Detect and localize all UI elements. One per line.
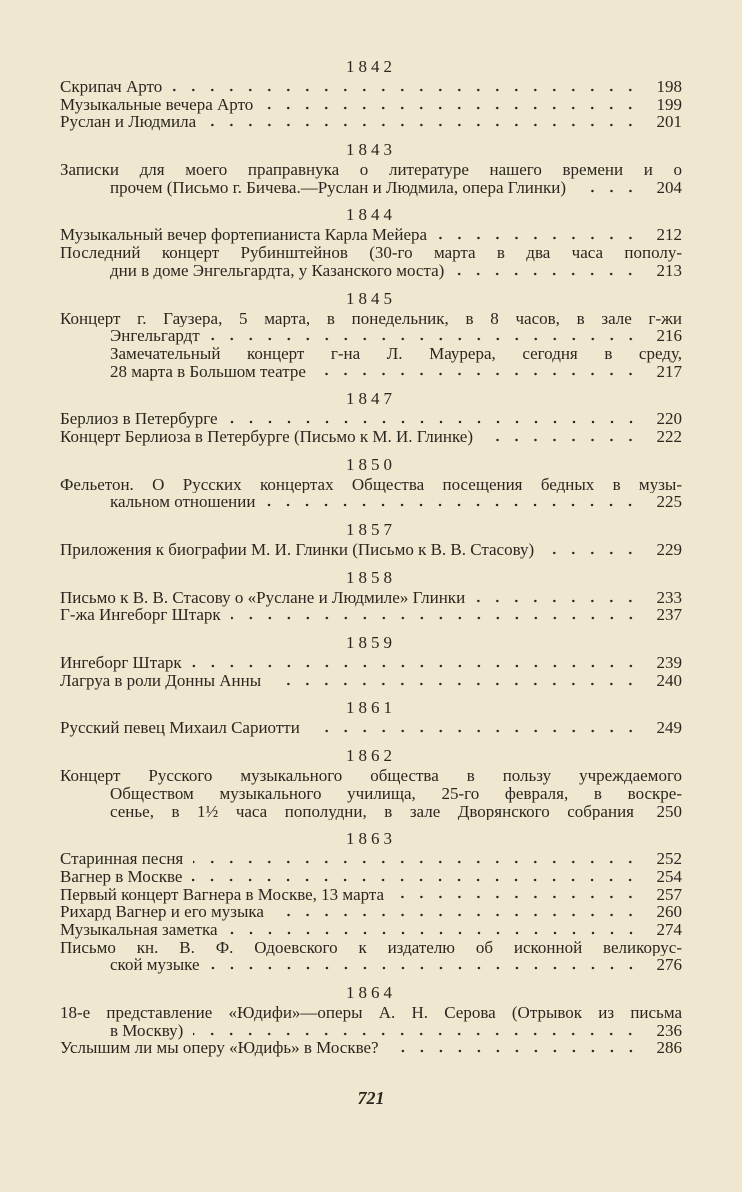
dot-leader [192,872,640,882]
section-year: 1864 [346,983,396,1002]
entry-page-number: 260 [656,902,682,922]
entry-title: Энгельгардт [110,326,200,346]
entry-title: Музыкальная заметка [60,919,218,939]
entry-page-number: 199 [656,94,682,114]
toc-entry[interactable] [60,78,682,96]
entry-title: кальном отношении [110,492,256,512]
entry-page-number: 236 [656,1020,682,1040]
entry-line [60,493,682,511]
section-year: 1843 [346,140,396,160]
entry-line [60,410,682,428]
entry-page-number: 237 [656,605,682,625]
entry-title: Берлиоз в Петербурге [60,409,218,429]
dot-leader [483,432,640,442]
entry-title: Первый концерт Вагнера в Москве, 13 марта [60,884,385,904]
dot-leader [454,266,640,276]
entry-title: Концерт Берлиоза в Петербурге (Письмо к М. И. Глинке) [60,426,473,446]
entry-line [60,113,682,131]
entry-title: Лагруа в роли Донны Анны [60,670,262,690]
toc-section [60,388,682,445]
toc-entry[interactable] [60,850,682,868]
section-year: 1844 [346,205,396,225]
entry-line [60,96,682,114]
entry-page-number: 252 [656,849,682,869]
dot-leader [172,82,640,92]
toc-entry[interactable] [60,921,682,939]
entry-title: Ингеборг Штарк [60,653,182,673]
toc-section [60,519,682,559]
entry-line [60,903,682,921]
dot-leader [210,331,640,341]
dot-leader [193,854,640,864]
toc-entry[interactable] [60,886,682,904]
dot-leader [231,610,640,620]
entry-line [60,179,682,197]
section-year: 1861 [346,698,396,718]
entry-line [60,363,682,381]
entry-page-number: 225 [656,492,682,512]
entry-page-number: 204 [656,177,682,197]
entry-page-number: 233 [656,587,682,607]
entry-line [60,78,682,96]
dot-leader [193,1026,640,1036]
section-year: 1842 [346,57,396,76]
page-number: 721 [357,1088,385,1108]
toc-entry[interactable] [60,868,682,886]
entry-page-number: 276 [656,955,682,975]
entry-page-number: 201 [656,112,682,132]
section-year: 1863 [346,829,396,849]
toc-entry[interactable] [60,903,682,921]
entry-page-number: 213 [656,260,682,280]
toc-entry[interactable] [60,672,682,690]
entry-line [60,1039,682,1057]
dot-leader [475,593,640,603]
dot-leader [389,1043,640,1053]
dot-leader [265,497,640,507]
entry-title: Концерт Русского музыкального общества в пользу учреждаемого [60,767,682,785]
toc-entry[interactable] [60,226,682,244]
entry-title: прочем (Письмо г. Бичева.—Руслан и Людмила, опера Глинки) [110,177,567,197]
entry-line [60,785,682,803]
entry-page-number: 250 [656,801,682,821]
entry-line [60,767,682,785]
entry-line [60,327,682,345]
entry-line [60,868,682,886]
entry-page-number: 286 [656,1038,682,1058]
toc-section [60,982,682,1057]
toc-entry[interactable] [60,310,682,345]
dot-leader [263,100,640,110]
entry-line [60,589,682,607]
dot-leader [310,723,640,733]
toc-entry[interactable] [60,719,682,737]
entry-page-number: 220 [656,409,682,429]
toc-entry[interactable] [60,96,682,114]
toc-entry[interactable] [60,410,682,428]
toc-entry[interactable] [60,606,682,624]
entry-line [60,850,682,868]
dot-leader [192,658,640,668]
dot-leader [274,907,640,917]
toc-section [60,567,682,624]
entry-title: Музыкальный вечер фортепианиста Карла Мейера [60,225,428,245]
entry-title: 28 марта в Большом театре [110,361,306,381]
entry-page-number: 198 [656,77,682,96]
toc-entry[interactable] [60,541,682,559]
entry-page-number: 222 [656,426,682,446]
entry-page-number: 254 [656,866,682,886]
entry-line [60,606,682,624]
dot-leader [544,545,640,555]
dot-leader [316,366,640,376]
entry-line [60,886,682,904]
entry-line [60,939,682,957]
entry-title: Обществом музыкального училища, 25-го февраля, в воскре- [110,784,682,803]
entry-title: Музыкальные вечера Арто [60,94,254,114]
section-year: 1859 [346,633,396,653]
dot-leader [206,117,640,127]
entry-line [60,672,682,690]
entry-title: Русский певец Михаил Сариотти [60,718,300,738]
toc-entry[interactable] [60,939,682,974]
toc-entry[interactable] [60,1039,682,1057]
entry-title: Приложения к биографии М. И. Глинки (Письмо к В. В. Стасову) [60,540,535,559]
toc-entry[interactable] [60,767,682,820]
entry-title: в Москву) [110,1020,184,1040]
toc-section [60,56,682,131]
section-year: 1850 [346,454,396,474]
entry-title: Старинная песня [60,849,184,869]
entry-line [60,921,682,939]
toc-section [60,288,682,381]
section-year: 1857 [346,520,396,539]
toc-entry[interactable] [60,476,682,511]
entry-line [60,956,682,974]
entry-page-number: 239 [656,653,682,673]
entry-title: 18-е представление «Юдифи»—оперы А. Н. Серова (Отрывок из письма [60,1004,682,1022]
entry-line [60,345,682,363]
toc-section [60,204,682,279]
dot-leader [228,414,641,424]
entry-line [60,310,682,328]
entry-page-number: 240 [656,670,682,690]
entry-line [60,226,682,244]
entry-title: Концерт г. Гаузера, 5 марта, в понедельник, в 8 часов, в зале г-жи [60,309,682,328]
entry-page-number: 216 [656,326,682,346]
toc-section [60,828,682,974]
entry-title: Записки для моего праправнука о литературе нашего времени и о [60,161,682,179]
entry-title: сенье, в 1½ часа пополудни, в зале Дворянского собрания [110,802,634,821]
toc-entry[interactable] [60,589,682,607]
toc-section [60,454,682,511]
entry-line [60,476,682,494]
toc-entry[interactable] [60,244,682,279]
entry-line [60,803,682,821]
entry-title: Г-жа Ингеборг Штарк [60,605,221,625]
dot-leader [271,676,640,686]
toc-section [60,632,682,689]
toc-entry[interactable] [60,345,682,380]
entry-page-number: 249 [656,718,682,738]
entry-line [60,654,682,672]
dot-leader [228,925,640,935]
dot-leader [576,183,640,193]
toc-entry[interactable] [60,428,682,446]
toc-entry[interactable] [60,654,682,672]
entry-title: дни в доме Энгельгардта, у Казанского моста) [110,260,445,280]
section-year: 1847 [346,389,396,409]
entry-line [60,1004,682,1022]
entry-title: Вагнер в Москве [60,866,183,886]
entry-title: Фельетон. О Русских концертах Общества посещения бедных в музы- [60,475,682,494]
toc-section [60,139,682,196]
entry-line [60,262,682,280]
entry-title: Письмо кн. В. Ф. Одоевского к издателю об исконной великорус- [60,938,682,957]
toc-entry[interactable] [60,113,682,131]
entry-line [60,719,682,737]
entry-title: Скрипач Арто [60,77,163,96]
section-year: 1862 [346,746,396,766]
entry-title: Последний концерт Рубинштейнов (30-го марта в два часа пополу- [60,244,682,262]
table-of-contents [60,56,682,1057]
toc-entry[interactable] [60,1004,682,1039]
entry-title: Письмо к В. В. Стасову о «Руслане и Людмиле» Глинки [60,587,466,607]
entry-title: Рихард Вагнер и его музыка [60,902,264,922]
dot-leader [437,230,640,240]
entry-page-number: 212 [656,225,682,245]
entry-page-number: 217 [656,361,682,381]
entry-title: ской музыке [110,955,200,975]
dot-leader [210,960,640,970]
entry-title: Руслан и Людмила [60,112,197,132]
entry-title: Услышим ли мы оперу «Юдифь» в Москве? [60,1038,379,1058]
entry-page-number: 257 [656,884,682,904]
entry-line [60,161,682,179]
entry-line [60,1022,682,1040]
entry-line [60,244,682,262]
dot-leader [394,889,640,899]
toc-entry[interactable] [60,161,682,196]
toc-section [60,697,682,737]
entry-line [60,541,682,559]
entry-page-number: 229 [656,540,682,559]
section-year: 1858 [346,567,396,587]
entry-title: Замечательный концерт г-на Л. Маурера, сегодня в среду, [110,344,682,363]
section-year: 1845 [346,288,396,308]
toc-section [60,745,682,820]
entry-page-number: 274 [656,919,682,939]
entry-line [60,428,682,446]
